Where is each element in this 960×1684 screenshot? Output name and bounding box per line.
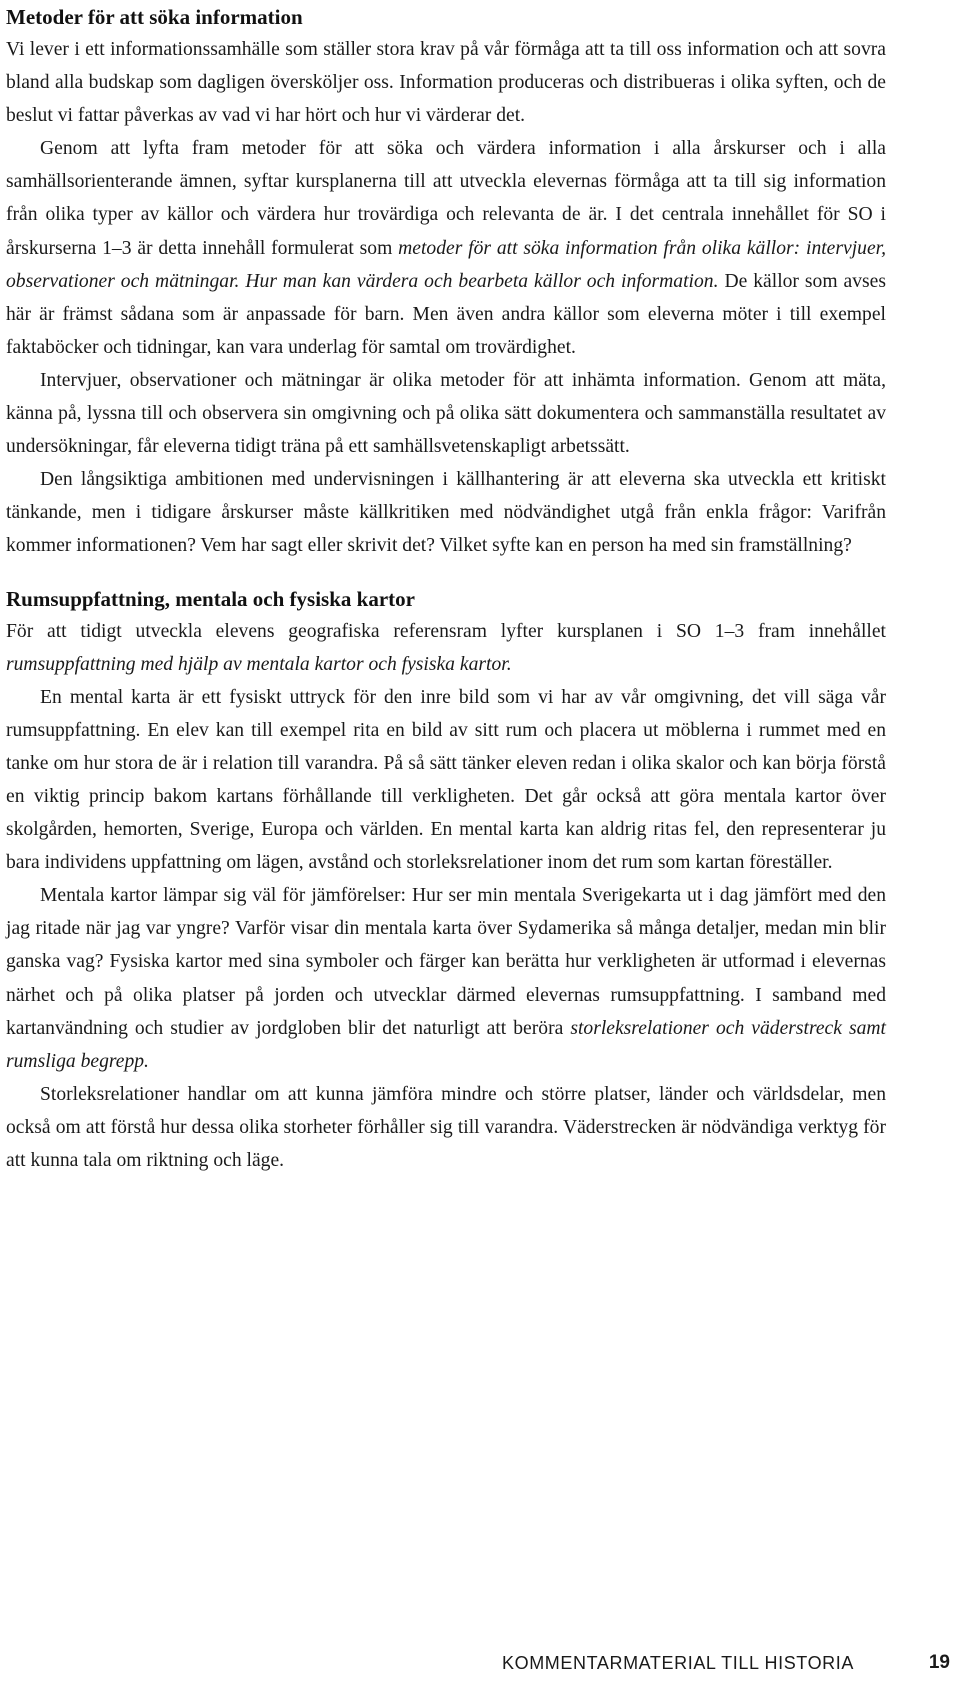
text-run: De källor som avses här är främst sådana som är anpassade för barn. Men även andra källor som eleverna möter i till exempel faktaböcker och tidningar, kan vara underlag för samtal om trovärdighet. (6, 270, 886, 358)
section-rumsuppfattning (6, 583, 886, 1178)
italic-text-run: rumsuppfattning med hjälp av mentala kartor och fysiska kartor. (6, 653, 512, 675)
paragraph (6, 33, 886, 132)
paragraph (6, 1078, 886, 1177)
page-footer (0, 1648, 960, 1678)
section-body (6, 33, 886, 563)
text-run: Den långsiktiga ambitionen med undervisningen i källhantering är att eleverna ska utveckla ett kritiskt tänkande, men i tidigare årskurser måste källkritiken med nödvändighet utgå från enkla frågor: Varifrån kommer informationen? Vem har sagt eller skrivit det? Vilket syfte kan en person ha med sin framställning? (6, 469, 886, 557)
running-head: KOMMENTARMATERIAL TILL HISTORIA (502, 1653, 854, 1673)
section-heading: Metoder för att söka information (6, 5, 303, 29)
text-run: Intervjuer, observationer och mätningar är olika metoder för att inhämta information. Genom att mäta, känna på, lyssna till och observera sin omgivning och på olika sätt dokumentera och sammanställa resultatet av undersökningar, får eleverna tidigt träna på ett samhällsvetenskapligt arbetssätt. (6, 369, 886, 458)
section-heading: Rumsuppfattning, mentala och fysiska kartor (6, 586, 415, 611)
text-run: För att tidigt utveckla elevens geografiska referensram lyfter kursplanen i SO 1–3 fram innehållet (6, 620, 886, 642)
text-run: Genom att lyfta fram metoder för att söka och värdera information i alla årskurser och i alla samhällsorienterande ämnen, syftar kursplanerna till att utveckla elevernas förmåga att ta till sig information från olika typer av källor och värdera hur trovärdiga och relevanta de är. I det centrala innehållet för SO i årskurserna 1–3 är detta innehåll formulerat som (6, 138, 886, 259)
paragraph (6, 681, 886, 880)
paragraph (6, 615, 886, 681)
italic-text-run: metoder för att söka information från olika källor: intervjuer, observationer och mätningar. Hur man kan värdera och bearbeta källor och information. (6, 237, 886, 292)
section-metoder (6, 1, 886, 563)
paragraph (6, 132, 886, 364)
text-run: Mentala kartor lämpar sig väl för jämförelser: Hur ser min mentala Sverigekarta ut i dag jämfört med den jag ritade när jag var yngre? Varför visar din mentala karta över Sydamerika så många detaljer, medan min blir ganska vag? Fysiska kartor med sina symboler och färger kan berätta hur verkligheten är utformad i elevernas närhet och på olika platser på jorden och utvecklar därmed elevernas rumsuppfattning. I samband med kartanvändning och studier av jordgloben blir det naturligt att beröra (6, 885, 886, 1039)
page-number: 19 (928, 1652, 950, 1673)
text-run: Storleksrelationer handlar om att kunna jämföra mindre och större platser, länder och världsdelar, men också om att förstå hur dessa olika storheter förhåller sig till varandra. Väderstrecken är nödvändiga verktyg för att kunna tala om riktning och läge. (6, 1083, 886, 1171)
text-run: En mental karta är ett fysiskt uttryck för den inre bild som vi har av vår omgivning, det vill säga vår rumsuppfattning. En elev kan till exempel rita en bild av sitt rum och placera ut möblerna i rummet med en tanke om hur stora de är i relation till varandra. På så sätt tänker eleven redan i olika skalor och kan börja förstå en viktig princip bakom kartans förhållande till verkligheten. Det går också att göra mentala kartor över skolgården, hemorten, Sverige, Europa och världen. En mental karta kan aldrig ritas fel, den representerar ju bara individens uppfattning om lägen, avstånd och storleksrelationer inom det rum som kartan föreställer. (6, 686, 886, 874)
italic-text-run: storleksrelationer och väderstreck samt rumsliga begrepp. (6, 1017, 886, 1072)
document-page (6, 0, 886, 1177)
paragraph (6, 463, 886, 562)
section-body (6, 615, 886, 1178)
paragraph (6, 364, 886, 463)
paragraph (6, 879, 886, 1078)
text-run: Vi lever i ett informationssamhälle som ställer stora krav på vår förmåga att ta till oss information och att sovra bland alla budskap som dagligen översköljer oss. Information produceras och distribueras i olika syften, och de beslut vi fattar påverkas av vad vi har hört och hur vi värderar det. (6, 39, 886, 127)
